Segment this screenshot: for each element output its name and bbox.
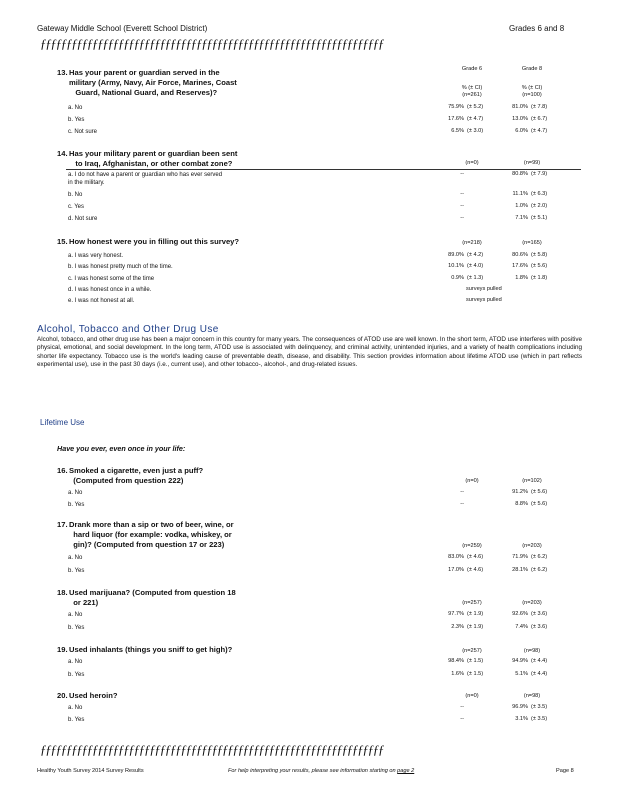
grade8-value: 94.9% <box>512 658 528 664</box>
grade8-value: 17.6% <box>512 263 528 269</box>
grade6-value: 17.0% <box>448 567 464 573</box>
option-label: d. I was honest once in a while. <box>68 287 152 293</box>
grade8-value: 3.1% <box>515 716 528 722</box>
grade6-value: 98.4% <box>448 658 464 664</box>
grades-header: Grades 6 and 8 <box>509 24 565 33</box>
grade8-ci: (± 2.0) <box>531 203 548 209</box>
lifetime-use-subtitle: Lifetime Use <box>40 418 85 427</box>
grade8-value: 5.1% <box>515 671 528 677</box>
option-label: b. Yes <box>68 568 85 574</box>
grade8-ci: (± 7.9) <box>531 171 548 177</box>
question-13-title: 13.Has your parent or guardian served in the military (Army, Navy, Air Force, Marines, Coast Guard, National Guard, and Reserves)? <box>57 68 237 97</box>
grade6-value: -- <box>460 489 464 495</box>
question-19-title: 19.Used inhalants (things you sniff to get high)? <box>57 645 233 654</box>
q17-n-grade8: (n=203) <box>522 543 542 549</box>
grade8-value: 1.8% <box>515 275 528 281</box>
grade6-value: surveys pulled <box>466 286 502 292</box>
grade8-value: 7.4% <box>515 624 528 630</box>
option-label: a. I was very honest. <box>68 253 124 259</box>
option-label: c. Yes <box>68 204 85 210</box>
grade6-ci: (± 1.3) <box>467 275 484 281</box>
grade8-value: 8.8% <box>515 501 528 507</box>
grade8-value: 28.1% <box>512 567 528 573</box>
question-18-title: 18.Used marijuana? (Computed from question 18 or 221) <box>57 588 236 607</box>
grade6-ci: (± 4.7) <box>467 116 484 122</box>
option-label: a. No <box>68 105 83 111</box>
grade6-ci: (± 1.9) <box>467 624 484 630</box>
grade6-value: -- <box>460 716 464 722</box>
footer-page-link[interactable]: page 2 <box>397 768 415 774</box>
grade6-value: -- <box>460 501 464 507</box>
bottom-separator: ƒƒƒƒƒƒƒƒƒƒƒƒƒƒƒƒƒƒƒƒƒƒƒƒƒƒƒƒƒƒƒƒƒƒƒƒƒƒƒƒƒƒƒƒƒƒƒƒƒƒƒƒƒƒƒƒƒƒƒƒƒƒƒƒƒƒ <box>40 742 384 757</box>
grade6-value: 83.0% <box>448 554 464 560</box>
grade6-value: 0.9% <box>451 275 464 281</box>
q13-n-grade8: (n=100) <box>522 92 542 98</box>
grade8-ci: (± 5.1) <box>531 215 548 221</box>
grade6-value: 17.6% <box>448 116 464 122</box>
question-15-title: 15.How honest were you in filling out this survey? <box>57 237 240 246</box>
q19-n-grade6: (n=257) <box>462 648 482 654</box>
option-label: b. No <box>68 192 83 198</box>
grade6-ci: (± 4.2) <box>467 252 484 258</box>
section-title: Alcohol, Tobacco and Other Drug Use <box>37 324 219 335</box>
grade8-ci: (± 6.3) <box>531 191 548 197</box>
q14-table-rule <box>66 169 581 170</box>
grade6-value: -- <box>460 171 464 177</box>
grade8-ci: (± 7.8) <box>531 104 548 110</box>
grade8-value: 13.0% <box>512 116 528 122</box>
q18-n-grade8: (n=203) <box>522 600 542 606</box>
grade6-value: -- <box>460 203 464 209</box>
grade8-ci: (± 1.8) <box>531 275 548 281</box>
option-label: c. I was honest some of the time <box>68 276 155 282</box>
question-16-title: 16.Smoked a cigarette, even just a puff? (Computed from question 222) <box>57 466 204 485</box>
option-label: a. No <box>68 555 83 561</box>
option-label: b. Yes <box>68 117 85 123</box>
question-17-title: 17.Drank more than a sip or two of beer, wine, or hard liquor (for example: vodka, whiskey, or gin)? (Computed from question 17 or 223) <box>57 520 234 549</box>
grade6-value: 75.9% <box>448 104 464 110</box>
top-separator: ƒƒƒƒƒƒƒƒƒƒƒƒƒƒƒƒƒƒƒƒƒƒƒƒƒƒƒƒƒƒƒƒƒƒƒƒƒƒƒƒƒƒƒƒƒƒƒƒƒƒƒƒƒƒƒƒƒƒƒƒƒƒƒƒƒƒ <box>40 36 384 51</box>
grade8-ci: (± 5.6) <box>531 489 548 495</box>
grade6-ci: (± 1.5) <box>467 671 484 677</box>
footer-page-number: Page 8 <box>556 768 574 774</box>
q13-n-grade6: (n=261) <box>462 92 482 98</box>
grade8-value: 96.9% <box>512 704 528 710</box>
grade8-ci: (± 6.2) <box>531 567 548 573</box>
grade6-value: 2.3% <box>451 624 464 630</box>
grade8-ci: (± 6.2) <box>531 554 548 560</box>
option-label: b. Yes <box>68 625 85 631</box>
q15-n-grade6: (n=218) <box>462 240 482 246</box>
option-label: d. Not sure <box>68 216 98 222</box>
option-label: b. Yes <box>68 672 85 678</box>
option-label: a. No <box>68 659 83 665</box>
q17-n-grade6: (n=259) <box>462 543 482 549</box>
q19-n-grade8: (n=98) <box>523 648 541 654</box>
grade8-ci: (± 3.6) <box>531 624 548 630</box>
grade6-value: 1.6% <box>451 671 464 677</box>
grade8-value: 80.8% <box>512 171 528 177</box>
grade6-value: surveys pulled <box>466 297 502 303</box>
grade8-column-header: Grade 8 <box>521 66 543 72</box>
grade8-pct-ci-label: % (± CI) <box>521 85 543 91</box>
section-intro-paragraph: Alcohol, tobacco, and other drug use has been a major concern in this country for many years. The consequences of ATOD use are well known. In the short term, ATOD use interferes with positive physical, emotional, and social development. In the long term, ATOD use is associated with delinquency, and criminal activity, unintended injuries, and a variety of health complications including shorter life expectancy. Tobacco use is the world's leading cause of preventable death, disease, and disability. This section provides information about lifetime ATOD use (which in part reflects experimental use), use in the past 30 days (i.e., current use), and other tobacco-, alcohol-, and drug-related issues. <box>37 336 582 369</box>
grade6-value: 89.0% <box>448 252 464 258</box>
q20-n-grade6: (n=0) <box>465 693 479 699</box>
option-label: a. No <box>68 705 83 711</box>
q20-n-grade8: (n=98) <box>523 693 541 699</box>
grade8-ci: (± 4.4) <box>531 671 548 677</box>
grade8-value: 71.9% <box>512 554 528 560</box>
grade6-ci: (± 4.6) <box>467 567 484 573</box>
grade8-value: 11.1% <box>512 191 528 197</box>
option-label: b. Yes <box>68 502 85 508</box>
grade8-ci: (± 3.5) <box>531 716 548 722</box>
q14-n-grade8: (n=99) <box>523 160 541 166</box>
grade6-column-header: Grade 6 <box>461 66 483 72</box>
q14-n-grade6: (n=0) <box>465 160 479 166</box>
grade6-ci: (± 3.0) <box>467 128 484 134</box>
grade8-ci: (± 6.7) <box>531 116 548 122</box>
footer-help-text: For help interpreting your results, please see information starting on page 2 <box>228 768 415 774</box>
grade8-ci: (± 5.8) <box>531 252 548 258</box>
option-label: a. I do not have a parent or guardian who has ever served <box>68 172 223 178</box>
school-header: Gateway Middle School (Everett School District) <box>37 24 208 33</box>
grade8-ci: (± 5.6) <box>531 501 548 507</box>
grade8-ci: (± 3.5) <box>531 704 548 710</box>
grade6-ci: (± 4.0) <box>467 263 484 269</box>
grade6-ci: (± 1.5) <box>467 658 484 664</box>
option-label: e. I was not honest at all. <box>68 298 135 304</box>
grade6-ci: (± 4.6) <box>467 554 484 560</box>
question-20-title: 20.Used heroin? <box>57 691 118 700</box>
grade8-value: 91.2% <box>512 489 528 495</box>
grade8-ci: (± 4.7) <box>531 128 548 134</box>
option-label: a. No <box>68 612 83 618</box>
lifetime-use-lead: Have you ever, even once in your life: <box>57 444 186 453</box>
q16-n-grade8: (n=102) <box>522 478 542 484</box>
option-label-continued: in the military. <box>68 180 105 186</box>
grade8-ci: (± 4.4) <box>531 658 548 664</box>
grade8-value: 92.6% <box>512 611 528 617</box>
grade6-ci: (± 1.9) <box>467 611 484 617</box>
grade6-value: 6.5% <box>451 128 464 134</box>
q15-n-grade8: (n=165) <box>522 240 542 246</box>
option-label: b. Yes <box>68 717 85 723</box>
grade6-value: -- <box>460 215 464 221</box>
grade8-value: 81.0% <box>512 104 528 110</box>
grade6-value: -- <box>460 704 464 710</box>
grade6-value: 97.7% <box>448 611 464 617</box>
question-14-title: 14.Has your military parent or guardian been sent to Iraq, Afghanistan, or other combat zone? <box>57 149 238 168</box>
grade8-ci: (± 3.6) <box>531 611 548 617</box>
grade8-value: 80.6% <box>512 252 528 258</box>
option-label: b. I was honest pretty much of the time. <box>68 264 173 270</box>
grade6-value: 10.1% <box>448 263 464 269</box>
option-label: c. Not sure <box>68 129 98 135</box>
grade8-value: 6.0% <box>515 128 528 134</box>
footer-survey-name: Healthy Youth Survey 2014 Survey Results <box>37 768 144 774</box>
grade8-ci: (± 5.6) <box>531 263 548 269</box>
option-label: a. No <box>68 490 83 496</box>
grade6-pct-ci-label: % (± CI) <box>461 85 483 91</box>
q18-n-grade6: (n=257) <box>462 600 482 606</box>
grade6-value: -- <box>460 191 464 197</box>
grade8-value: 7.1% <box>515 215 528 221</box>
q16-n-grade6: (n=0) <box>465 478 479 484</box>
grade6-ci: (± 5.2) <box>467 104 484 110</box>
grade8-value: 1.0% <box>515 203 528 209</box>
